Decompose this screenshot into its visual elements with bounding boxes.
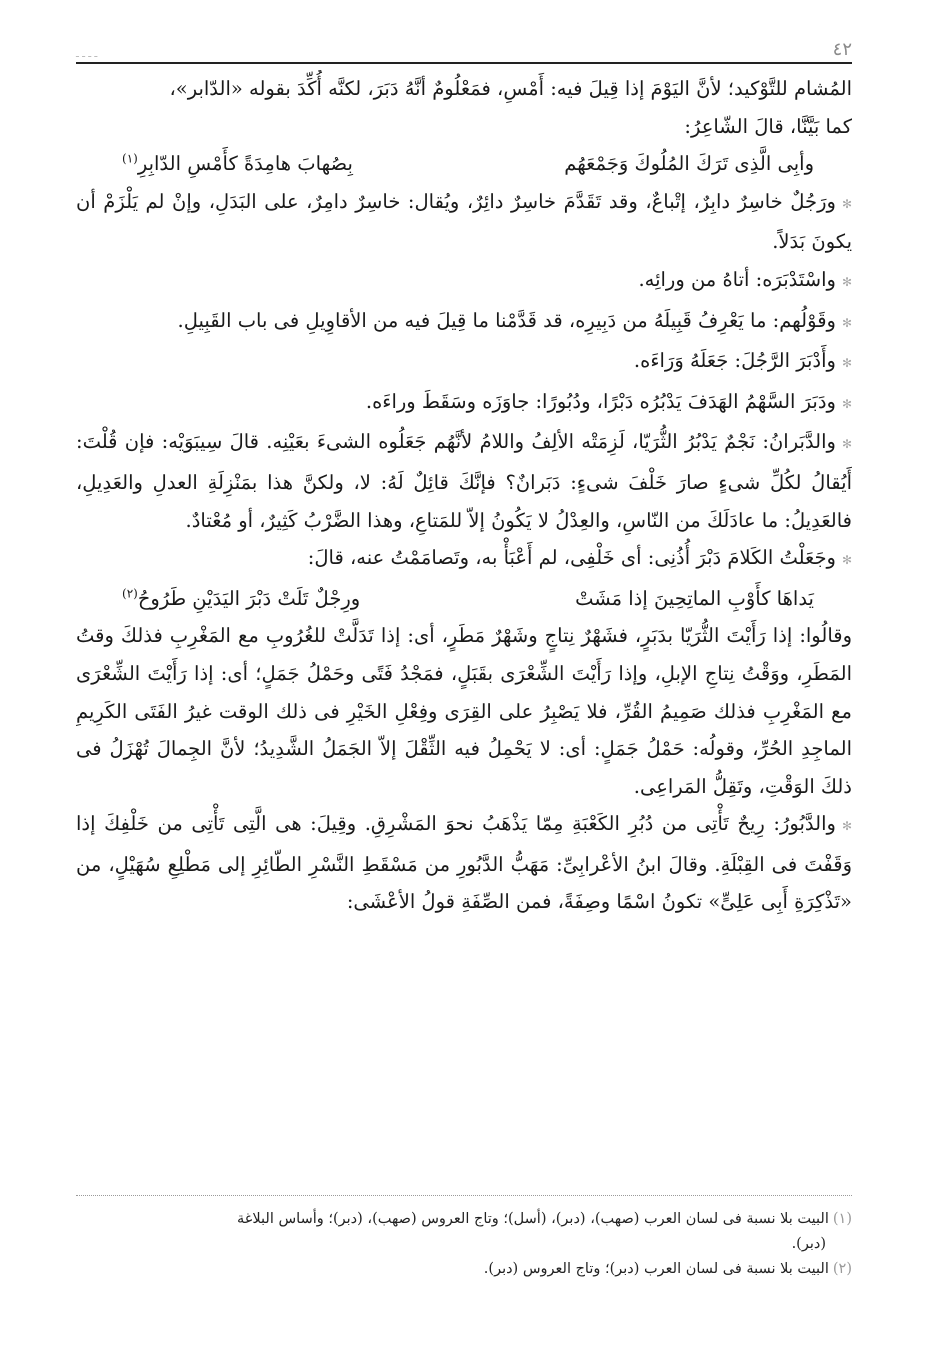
text-line: كما بَيَّنَّا، قالَ الشّاعِرُ: [684,114,852,138]
entry-qawluhum [76,302,852,343]
footnote-ref-1: (١) [122,151,138,166]
footnote-1-continuation: (دبر). [791,1236,826,1252]
entry-istadbara [76,261,852,302]
entry-text: والدَّبَرانُ: نَجْمٌ يَدْبُرُ الثُّرَيّا، لَزِمَتْه الألِفُ واللامُ لأنَّهُم جَعَلُوه الشىءَ بعَيْنِه. قالَ سِيبَوَيْه: فإن قُلْتَ: أَيُقالُ لكُلِّ شىءٍ صارَ خَلْفَ شىءٍ: دَبَرانٌ؟ فإنَّكَ قائِلٌ لَهُ: لا، ولكنَّ هذا بمَنْزِلَةِ العدلِ والعَدِيلِ، فالعَدِيلُ: ما عادَلَكَ من النّاسِ، والعِدْلُ لا يَكُونُ إلاّ للمَتاعِ، وهذا الضَّرْبُ كَثِيرٌ، أو مُعْتادٌ. [76,430,852,532]
header-rule [76,62,852,64]
entry-star-icon: ✻ [841,396,852,411]
footnote-2 [76,1257,852,1282]
running-head-mark: ـ ـ ـ ـ [76,49,98,60]
entry-rajul [76,183,852,261]
entry-star-icon: ✻ [841,196,852,211]
entry-text: وقَوْلُهم: ما يَعْرِفُ قَبِيلَهُ من دَبِيرِه، قد قَدَّمْنا ما قِيلَ فيه من الأقاوِيلِ فى باب القَبِيلِ. [177,308,836,332]
footnote-2-text: البيت بلا نسبة فى لسان العرب (دبر)؛ وتاج العروس (دبر). [483,1261,829,1277]
footnote-1 [76,1207,852,1232]
page-number: ٤٢ [832,39,852,60]
entry-star-icon: ✻ [841,315,852,330]
footnote-2-number: (٢) [832,1261,852,1277]
verse-1-second-hemistich [122,145,353,183]
entry-qalu: وقالُوا: إذا رَأَيْتَ الثُّرَيّا بدَبَرٍ، فشَهْرٌ نِتاجٍ وشَهْرٌ مَطَرٍ، أى: إذا تَدَلَّتْ للغُرُوبِ مع المَغْرِبِ فذلكَ وقتُ المَطَرِ، ووَقْتُ نِتاجِ الإبلِ، وإذا رَأَيْتَ الشِّعْرَى بقَبَلٍ، فمَجْدُ فَتًى وحَمْلُ جَمَلٍ؛ أى: إذا رَأَيْتَ الشِّعْرَى مع المَغْرِبِ فذلك صَمِيمُ القُرِّ، فلا يَصْبِرُ على القِرَى وفِعْلِ الخَيْرِ فى ذلك الوقت غيرُ الفَتَى الكَرِيمِ الماجِدِ الحُرِّ، وقولُه: حَمْلُ جَمَلٍ: أى: لا يَحْمِلُ فيه الثِّقْلَ إلاّ الجَمَلُ الشَّدِيدُ؛ لأنَّ الجِمالَ تُهْزَلُ فى ذلكَ الوَقْتِ، وتَقِلُّ المَراعِى. [76,624,852,798]
verse-2-second-hemistich [122,580,360,618]
entry-dabara [76,383,852,424]
entry-star-icon: ✻ [841,819,852,834]
verse-1-first-hemistich: وأبِى الَّذِى تَرَكَ المُلُوكَ وَجَمْعَهُم [564,152,814,176]
entry-star-icon: ✻ [841,356,852,371]
entry-star-icon: ✻ [841,553,852,568]
entry-text: والدَّبُورُ: رِيحٌ تَأْتِى من دُبُرِ الكَعْبَةِ مِمّا يَذْهَبُ نحوَ المَشْرِقِ. وقِيلَ: هى الَّتِى تَأْتِى من خَلْفِكَ إذا وَقَفْتَ فى القِبْلَةِ. وقالَ ابنُ الأعْرابِىِّ: مَهَبُّ الدَّبُورِ من مَسْقَطِ النَّسْرِ الطّائِرِ إلى مَطْلِعِ سُهَيْلٍ، من «تَذْكِرَةِ أَبِى عَلِىٍّ» تكونُ اسْمًا وصِفَةً، فمن الصِّفَةِ قولُ الأعْشَى: [76,812,852,914]
entry-text: ورَجُلٌ خاسِرٌ دابِرٌ، إتْباعٌ، وقد تَقَدَّمَ خاسِرٌ دائِرٌ، ويُقال: خاسِرٌ دامِرٌ، على البَدَلِ، وإنْ لم يَلْزَمْ أن يكونَ بَدَلاً. [76,189,852,254]
footnote-rule [76,1195,852,1196]
footnote-ref-2: (٢) [122,586,138,601]
entry-jaaltu [76,539,852,580]
entry-text: وجَعَلْتُ الكَلامَ دَبْرَ أُذُنِى: أى خَلْفِى، لم أَعْبَأْ به، وتَصامَمْتُ عنه، قالَ: [307,546,836,570]
verse-2-second-text: ورِجْلٌ تَلَتْ دَبْرَ اليَدَيْنِ طَرُوحُ [137,586,361,610]
entry-star-icon: ✻ [841,437,852,452]
running-head [76,30,852,60]
verse-2-first-hemistich: يَداهَا كأَوْبِ الماتِحِينَ إذا مَشَتْ [575,586,814,610]
entry-text: وأَدْبَرَ الرَّجُلَ: جَعَلَهُ وَرَاءَه. [633,349,836,373]
footnote-1-number: (١) [832,1211,852,1227]
entry-star-icon: ✻ [841,274,852,289]
entry-dabur [76,805,852,921]
verse-2 [76,580,852,618]
verse-1-second-text: بِصُهابَ هامِدَةً كأَمْسِ الدّابِرِ [137,152,353,176]
main-text [76,70,852,1180]
entry-text: ودَبَرَ السَّهْمُ الهَدَفَ يَدْبُرُه دَبْرًا، ودُبُورًا: جاوَزَه وسَقَطَ وراءَه. [365,389,836,413]
footnote-1-text: البيت بلا نسبة فى لسان العرب (صهب)، (دبر)، (أسل)؛ وتاج العروس (صهب)، (دبر)؛ وأساس البلاغة [237,1211,829,1227]
entry-dabaran [76,423,852,539]
text-line: المُشام للتَّوْكيد؛ لأنَّ اليَوْمَ إذا قِيلَ فيه: أَمْسِ، فمَعْلُومٌ أنَّهُ دَبَرَ، لكنَّه أُكِّدَ بقوله «الدّابر»، [169,77,852,100]
entry-text: واسْتَدْبَرَه: أتاهُ من ورائِه. [638,267,836,291]
verse-1 [76,145,852,183]
footnotes [76,1207,852,1282]
entry-adbara [76,342,852,383]
